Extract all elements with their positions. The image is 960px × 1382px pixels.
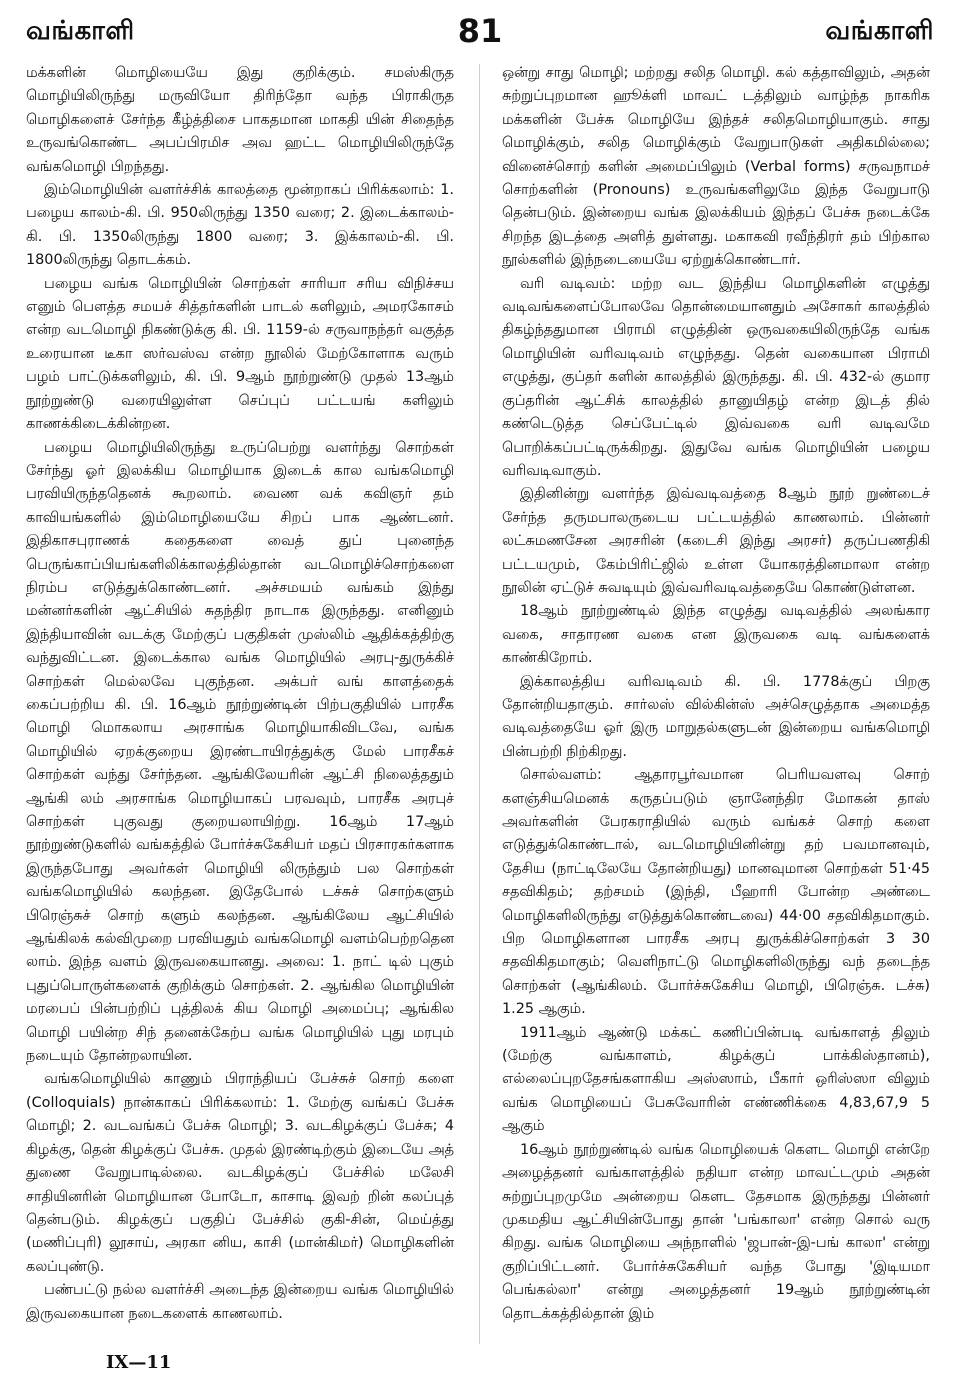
right-column [502,62,930,1347]
paragraph: பழைய மொழியிலிருந்து உருப்பெற்று வளர்ந்து சொற்கள் சேர்ந்து ஓர் இலக்கிய மொழியாக இடைக் கால வங்கமொழி பரவியிருந்ததெனக் கூறலாம். வைண வக் கவிஞர் தம் காவியங்களில் இம்மொழியையே சிறப் பாக ஆண்டனர். இதிகாசபுராணக் கதைகளை வைத் துப் புனைந்த பெருங்காப்பியங்களிலிக்காலத்தில்தான் வடமொழிச்சொற்களை நிரம்ப எடுத்துக்கொண்டனர். அச்சமயம் வங்கம் இந்து மன்னர்களின் ஆட்சியில் சுதந்திர நாடாக இருந்தது. எனினும் இந்தியாவின் வடக்கு மேற்குப் பகுதிகள் முஸ்லிம் ஆதிக்கத்திற்கு வந்துவிட்டன. இடைக்கால வங்க மொழியில் அரபு-துருக்கிச் சொற்கள் மெல்லவே புகுந்தன. அக்பர் வங் காளத்தைக் கைப்பற்றிய கி. பி. 16ஆம் நூற்றுண்டின் பிற்பகுதியில் பாரசீக மொழி மொகலாய அரசாங்க மொழியாகிவிடவே, வங்க மொழியில் ஏறக்குறைய இரண்டாயிரத்துக்கு மேல் பாரசீகச் சொற்கள் வந்து சேர்ந்தன. ஆங்கிலேயரின் ஆட்சி நிலைத்ததும் ஆங்கி லம் அரசாங்க மொழியாகப் பரவவும், பாரசீக அரபுச் சொற்கள் புகுவது குறையலாயிற்று. 16ஆம் 17ஆம் நூற்றுண்டுகளில் வங்கத்தில் போர்ச்சுகேசியர் மதப் பிரசாரகர்களாக இருந்தபோது அவர்கள் மொழியி லிருந்தும் பல சொற்கள் வங்கமொழியில் கலந்தன. இதேபோல் டச்சுச் சொற்களும் பிரெஞ்சுச் சொற் களும் கலந்தன. ஆங்கிலேய ஆட்சியில் ஆங்கிலக் கல்விமுறை பரவியதும் வங்கமொழி வளம்பெற்றதென லாம். இந்த வளம் இருவகையானது. அவை: 1. நாட் டில் புகும் புதுப்பொருள்களைக் குறிக்கும் சொற்கள். 2. ஆங்கில மொழியின் மரபைப் பின்பற்றிப் புத்திலக் கிய மொழி அமைப்பு; ஆங்கில மொழி பயின்ற சிந் தனைக்கேற்ப வங்க மொழியில் புது மரபும் நடையும் தோன்றலாயின. [26,439,454,1065]
page-header [20,12,940,56]
paragraph: வங்கமொழியில் காணும் பிராந்தியப் பேச்சுச் சொற் களை (Colloquials) நான்காகப் பிரிக்கலாம்: 1. மேற்கு வங்கப் பேச்சு மொழி; 2. வடவங்கப் பேச்சு மொழி; 3. வடகிழக்குப் பேச்சு; 4 கிழக்கு, தென் கிழக்குப் பேச்சு. முதல் இரண்டிற்கும் இடையே அத் துணை வேறுபாடில்லை. வடகிழக்குப் பேச்சில் மலேசி சாதியினரின் மொழியான போடோ, காசாடி இவற் றின் கலப்புத் தென்படும். கிழக்குப் பகுதிப் பேச்சில் குகி-சின், மெய்த்து (மணிப்புரி) லூசாய், அரகா னிய, காசி (மான்கிமர்) மொழிகளின் கலப்புண்டு. [26,1071,454,1275]
running-title-left: வங்காளி [26,16,135,46]
paragraph: 16ஆம் நூற்றுண்டில் வங்க மொழியைக் கௌட மொழி என்றே அழைத்தனர் வங்காளத்தில் நதியா என்ற மாவட்டமும் அதன் சுற்றுப்புறமுமே அன்றைய கௌட தேசமாக இருந்தது பின்னர் முகமதிய ஆட்சியின்போது தான் 'பங்காலா' என்ற சொல் வரு கிறது. வங்க மொழியை அந்நாளில் 'ஜபான்-இ-பங் காலா' என்று குறிப்பிட்டனர். போர்ச்சுகேசியர் வந்த போது 'இடியமா பெங்கல்லா' என்று அழைத்தனர் 19ஆம் நூற்றுண்டின் தொடக்கத்தில்தான் இம் [502,1141,930,1322]
paragraph: பண்பட்டு நல்ல வளர்ச்சி அடைந்த இன்றைய வங்க மொழியில் இருவகையான நடைகளைக் காணலாம். [26,1282,454,1322]
running-title-right: வங்காளி [825,16,934,46]
paragraph: மக்களின் மொழியையே இது குறிக்கும். சமஸ்கிருத மொழியிலிருந்து மருவியோ திரிந்தோ வந்த பிராகிருத மொழிகளைச் சேர்ந்த கீழ்த்திசை பாகதமான மாகதி யின் சிதைந்த உருவங்கொண்ட அபப்பிரமிச அவ ஹட்ட மொழியிலிருந்தே வங்கமொழி பிறந்தது. [26,65,454,175]
paragraph: 18ஆம் நூற்றுண்டில் இந்த எழுத்து வடிவத்தில் அலங்கார வகை, சாதாரண வகை என இருவகை வடி வங்களைக் காண்கிறோம். [502,603,930,667]
paragraph: சொல்வளம்: ஆதாரபூர்வமான பெரியவளவு சொற் களஞ்சியமெனக் கருதப்படும் ஞானேந்திர மோகன் தாஸ் அவர்களின் பேரகராதியில் வரும் வங்கச் சொற் களை எடுத்துக்கொண்டால், வடமொழியினின்று தற் பவமானவும், தேசிய (நாட்டிலேயே தோன்றியது) மானவுமான சொற்கள் 51·45 சதவிகிதம்; தற்சமம் (இந்தி, பீஹாரி போன்ற அண்டை மொழிகளிலிருந்து எடுத்துக்கொண்டவை) 44·00 சதவிகிதமாகும். பிற மொழிகளான பாரசீக அரபு துருக்கிச்சொற்கள் 3 30 சதவிகிதமாகும்; வெளிநாட்டு மொழிகளிலிருந்து வந் தடைந்த சொற்கள் (ஆங்கிலம். போர்ச்சுகேசிய மொழி, பிரெஞ்சு. டச்சு) 1.25 ஆகும். [502,767,930,1018]
column-divider [479,64,480,1344]
paragraph: பழைய வங்க மொழியின் சொற்கள் சாரியா சரிய விநிச்சய எனும் பௌத்த சமயச் சித்தர்களின் பாடல் களிலும், அமரகோசம் என்ற வடமொழி நிகண்டுக்கு கி. பி. 1159-ல் சருவாநந்தர் வகுத்த உரையான டீகா ஸர்வஸ்வ என்ற நூலில் மேற்கோளாக வரும் பழம் பாட்டுக்களிலும், கி. பி. 9ஆம் நூற்றுண்டு முதல் 13ஆம் நூற்றுண்டு வரையிலுள்ள செப்புப் பட்டயங் களிலும் காணக்கிடைக்கின்றன. [26,275,454,433]
left-column [26,62,454,1347]
paragraph: வரி வடிவம்: மற்ற வட இந்திய மொழிகளின் எழுத்து வடிவங்களைப்போலவே தொன்மையானதும் அசோகர் காலத்தில் திகழ்ந்ததுமான பிராமி எழுத்தின் ஒருவகையிலிருந்தே வங்க மொழியின் வரிவடிவம் எழுந்தது. தென் வகையான பிராமி எழுத்து, குப்தர் களின் காலத்தில் இருந்தது. கி. பி. 432-ல் குமார குப்தரின் ஆட்சிக் காலத்தில் தானுயிதழ் என்ற இடத் தில் கண்டெடுத்த செப்பேட்டில் இவ்வகை வரி வடிவமே பொறிக்கப்பட்டிருக்கிறது. இதுவே வங்க மொழியின் பழைய வரிவடிவாகும். [502,275,930,479]
paragraph: ஒன்று சாது மொழி; மற்றது சலித மொழி. கல் கத்தாவிலும், அதன் சுற்றுப்புறமான ஹூக்ளி மாவட் டத்திலும் வாழ்ந்த நாகரிக மக்களின் பேச்சு மொழியே இந்தச் சலிதமொழியாகும். சாது மொழிக்கும், சலித மொழிக்கும் வேறுபாடுகள் அதிகமில்லை; வினைச்சொற் களின் அமைப்பிலும் (Verbal forms) சருவநாமச் சொற்களின் (Pronouns) உருவங்களிலுமே இந்த வேறுபாடு தென்படும். இன்றைய வங்க இலக்கியம் இந்தப் பேச்சு நடைக்கே சிறந்த இடத்தை அளித் துள்ளது. மகாகவி ரவீந்திரர் தம் பிற்கால நூல்களில் இந்நடையையே ஏற்றுக்கொண்டார். [502,65,930,269]
paragraph: இதினின்று வளர்ந்த இவ்வடிவத்தை 8ஆம் நூற் றுண்டைச் சேர்ந்த தருமபாலருடைய பட்டயத்தில் காணலாம். பின்னர் லட்சுமணசேன அரசரின் (கடைசி இந்து அரசர்) தருப்பணதிகி பட்டயமும், கேம்பிரிட்ஜில் உள்ள யோகரத்தினமாலா என்ற நூலின் ஏட்டுச் சுவடியும் இவ்வரிவடிவத்தையே கொண்டுள்ளன. [502,486,930,596]
volume-mark: IX—11 [106,1352,172,1373]
paragraph: இக்காலத்திய வரிவடிவம் கி. பி. 1778க்குப் பிறகு தோன்றியதாகும். சார்லஸ் வில்கின்ஸ் அச்செழுத்தாக அமைத்த வடிவத்தையே ஓர் இரு மாறுதல்களுடன் இன்றைய வங்கமொழி பின்பற்றி நிற்கிறது. [502,673,930,760]
paragraph: இம்மொழியின் வளர்ச்சிக் காலத்தை மூன்றாகப் பிரிக்கலாம்: 1. பழைய காலம்-கி. பி. 950லிருந்து 1350 வரை; 2. இடைக்காலம்-கி. பி. 1350லிருந்து 1800 வரை; 3. இக்காலம்-கி. பி. 1800லிருந்து தொடக்கம். [26,182,454,269]
paragraph: 1911ஆம் ஆண்டு மக்கட் கணிப்பின்படி வங்காளத் திலும் (மேற்கு வங்காளம், கிழக்குப் பாக்கிஸ்தானம்), எல்லைப்புறதேசங்களாகிய அஸ்ஸாம், பீகார் ஒரிஸ்ஸா விலும் வங்க மொழியைப் பேசுவோரின் எண்ணிக்கை 4,83,67,9 5 ஆகும் [502,1024,930,1135]
page-number: 81 [457,12,503,50]
